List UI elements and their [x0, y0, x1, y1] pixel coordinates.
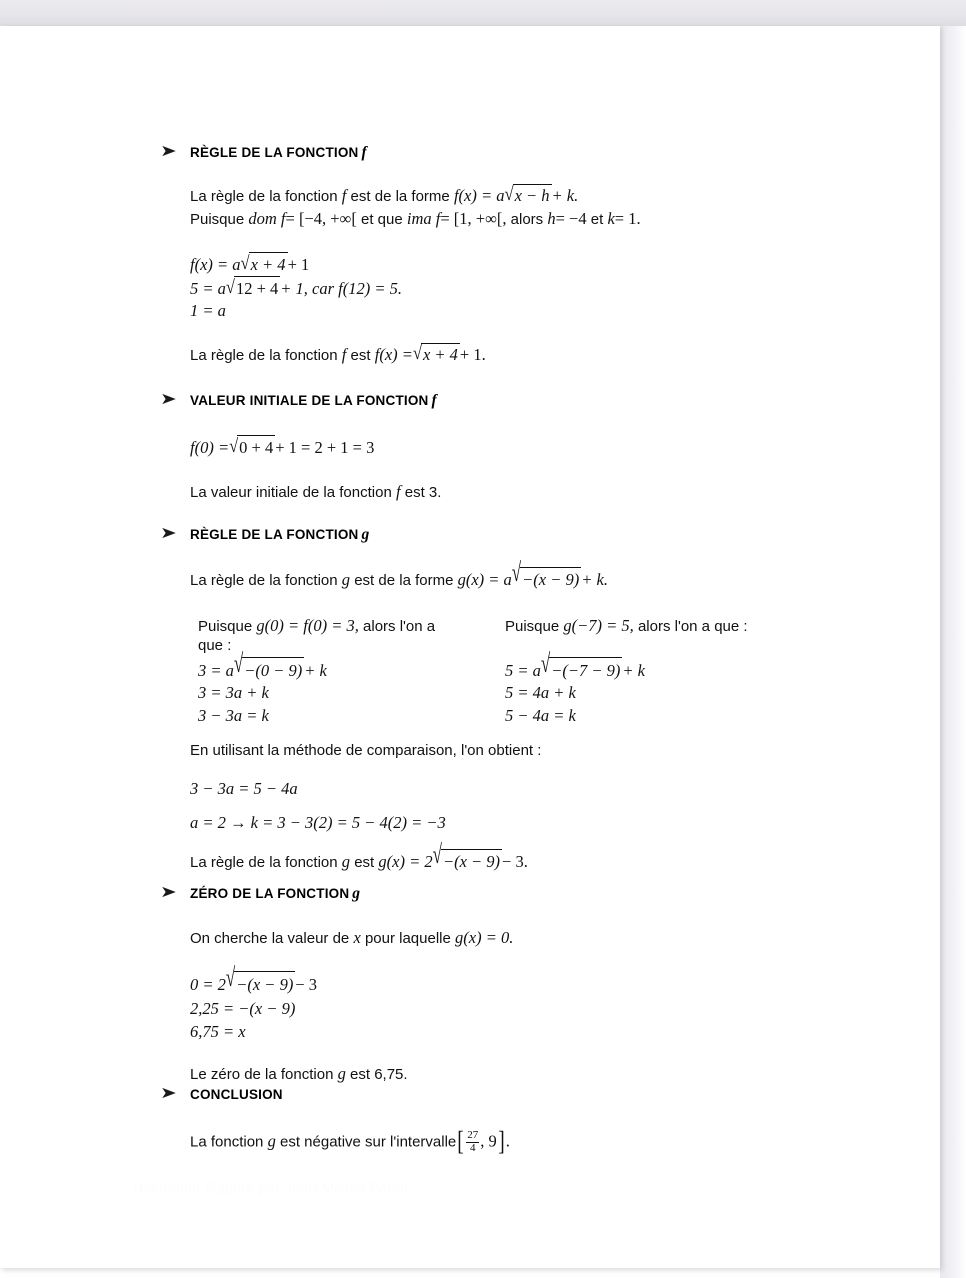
- document-page: [0, 26, 940, 1268]
- heading-label: RÈGLE DE LA FONCTION f: [190, 144, 367, 161]
- paragraph-domaine-image-f: Puisque dom f= [−4, +∞[ et que ima f= [1, +∞[, alors h= −4 et k= 1.: [190, 209, 641, 228]
- equation-f-a-value: 1 = a: [190, 301, 226, 320]
- paragraph-regle-f-result: La règle de la fonction f est f(x) =√x + 4 + 1.: [190, 343, 486, 366]
- watermark-author: Document élaboré par Jean-Michel Panet: [133, 1181, 409, 1197]
- equation-valeur-initiale-f: f(0) =√0 + 4 + 1 = 2 + 1 = 3: [190, 435, 374, 460]
- paragraph-regle-g-result: La règle de la fonction g est g(x) = 2√−(x − 9) − 3.: [190, 849, 528, 874]
- equation-g0-isolated: 3 − 3a = k: [198, 706, 269, 725]
- paragraph-zero-intro: On cherche la valeur de x pour laquelle g(x) = 0.: [190, 928, 514, 947]
- paragraph-forme-f: La règle de la fonction f est de la forme f(x) = a√x − h + k.: [190, 184, 578, 207]
- bullet-arrow-icon: ➤: [160, 143, 177, 160]
- equation-f-substitution: 5 = a√12 + 4 + 1, car f(12) = 5.: [190, 276, 402, 301]
- heading-label: CONCLUSION: [190, 1087, 283, 1102]
- viewer-background: [940, 26, 966, 1278]
- equation-g0-simplified: 3 = 3a + k: [198, 683, 269, 702]
- column-right-title: Puisque g(−7) = 5, alors l'on a que :: [505, 616, 748, 635]
- bullet-arrow-icon: ➤: [160, 1085, 177, 1102]
- heading-label: ZÉRO DE LA FONCTION g: [190, 885, 361, 902]
- heading-label: RÈGLE DE LA FONCTION g: [190, 526, 370, 543]
- column-left-title-line2: que :: [198, 637, 232, 654]
- paragraph-forme-g: La règle de la fonction g est de la forme g(x) = a√−(x − 9) + k.: [190, 567, 608, 592]
- paragraph-methode-comparaison: En utilisant la méthode de comparaison, l'on obtient :: [190, 742, 542, 759]
- equation-gm7-simplified: 5 = 4a + k: [505, 683, 576, 702]
- equation-gm7-isolated: 5 − 4a = k: [505, 706, 576, 725]
- equation-comparaison: 3 − 3a = 5 − 4a: [190, 779, 298, 798]
- equation-zero-step2: 2,25 = −(x − 9): [190, 999, 296, 1018]
- bullet-arrow-icon: ➤: [160, 391, 177, 408]
- bullet-arrow-icon: ➤: [160, 525, 177, 542]
- equation-a-k-values: a = 2 → k = 3 − 3(2) = 5 − 4(2) = −3: [190, 813, 446, 832]
- equation-zero-start: 0 = 2√−(x − 9) − 3: [190, 971, 317, 998]
- equation-zero-step3: 6,75 = x: [190, 1022, 246, 1041]
- page-content: [0, 26, 940, 1268]
- equation-gm7-substitution: 5 = a√−(−7 − 9) + k: [505, 657, 645, 684]
- paragraph-zero-result: Le zéro de la fonction g est 6,75.: [190, 1064, 408, 1083]
- bullet-arrow-icon: ➤: [160, 884, 177, 901]
- equation-g0-substitution: 3 = a√−(0 − 9) + k: [198, 657, 327, 684]
- heading-label: VALEUR INITIALE DE LA FONCTION f: [190, 392, 437, 409]
- paragraph-conclusion-final: La fonction g est négative sur l'intervalle[ $\frac{27}{4}$ , 9].: [190, 1125, 510, 1156]
- column-left-title-line1: Puisque g(0) = f(0) = 3, alors l'on a: [198, 616, 436, 635]
- fraction-27-4: $\frac{27}{4}$: [467, 1129, 479, 1154]
- viewer-top-band: [0, 0, 966, 26]
- equation-f-general: f(x) = a√x + 4 + 1: [190, 252, 309, 277]
- paragraph-valeur-initiale-result: La valeur initiale de la fonction f est 3.: [190, 482, 442, 501]
